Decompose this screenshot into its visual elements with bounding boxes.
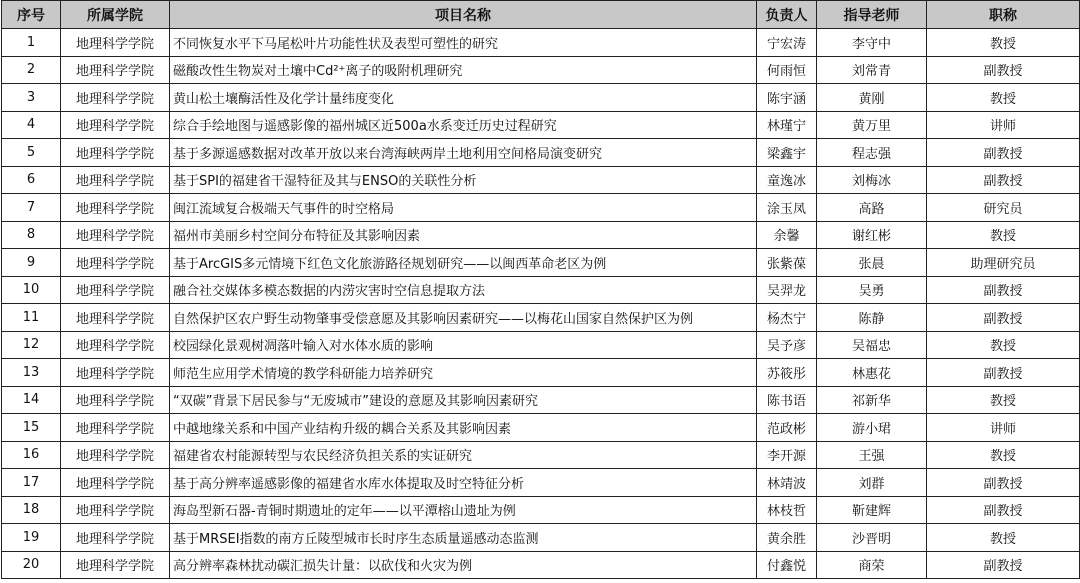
- cell-no: 18: [2, 496, 61, 524]
- cell-title: 助理研究员: [927, 249, 1080, 277]
- cell-project-name: 中越地缘关系和中国产业结构升级的耦合关系及其影响因素: [170, 414, 757, 442]
- cell-college: 地理科学学院: [61, 551, 170, 579]
- table-row: [2, 524, 1080, 552]
- cell-advisor: 刘梅冰: [817, 166, 927, 194]
- cell-project-name: 福建省农村能源转型与农民经济负担关系的实证研究: [170, 441, 757, 469]
- header-college: 所属学院: [61, 1, 170, 29]
- cell-leader: 何雨恒: [757, 56, 817, 84]
- cell-no: 20: [2, 551, 61, 579]
- cell-project-name: 自然保护区农户野生动物肇事受偿意愿及其影响因素研究——以梅花山国家自然保护区为例: [170, 304, 757, 332]
- project-table: [1, 0, 1080, 579]
- table-row: [2, 386, 1080, 414]
- cell-title: 讲师: [927, 111, 1080, 139]
- header-leader: 负责人: [757, 1, 817, 29]
- cell-title: 副教授: [927, 496, 1080, 524]
- table-row: [2, 441, 1080, 469]
- table-row: [2, 331, 1080, 359]
- cell-leader: 林靖波: [757, 469, 817, 497]
- cell-project-name: “双碳”背景下居民参与“无废城市”建设的意愿及其影响因素研究: [170, 386, 757, 414]
- cell-leader: 付鑫悦: [757, 551, 817, 579]
- header-title: 职称: [927, 1, 1080, 29]
- cell-no: 16: [2, 441, 61, 469]
- cell-title: 讲师: [927, 414, 1080, 442]
- cell-title: 副教授: [927, 56, 1080, 84]
- cell-leader: 李开源: [757, 441, 817, 469]
- cell-title: 副教授: [927, 551, 1080, 579]
- cell-title: 副教授: [927, 276, 1080, 304]
- table-row: [2, 29, 1080, 57]
- table-body: [2, 29, 1080, 579]
- cell-college: 地理科学学院: [61, 304, 170, 332]
- cell-no: 8: [2, 221, 61, 249]
- cell-advisor: 张晨: [817, 249, 927, 277]
- cell-college: 地理科学学院: [61, 496, 170, 524]
- cell-title: 副教授: [927, 304, 1080, 332]
- cell-leader: 余馨: [757, 221, 817, 249]
- cell-title: 教授: [927, 221, 1080, 249]
- cell-project-name: 磁酸改性生物炭对土壤中Cd²⁺离子的吸附机理研究: [170, 56, 757, 84]
- table-row: [2, 414, 1080, 442]
- cell-leader: 苏筱彤: [757, 359, 817, 387]
- cell-leader: 吴羿龙: [757, 276, 817, 304]
- cell-leader: 吴予彦: [757, 331, 817, 359]
- cell-no: 11: [2, 304, 61, 332]
- cell-project-name: 校园绿化景观树凋落叶输入对水体水质的影响: [170, 331, 757, 359]
- cell-advisor: 高路: [817, 194, 927, 222]
- cell-project-name: 基于多源遥感数据对改革开放以来台湾海峡两岸土地利用空间格局演变研究: [170, 139, 757, 167]
- cell-title: 研究员: [927, 194, 1080, 222]
- cell-advisor: 沙晋明: [817, 524, 927, 552]
- cell-leader: 陈书语: [757, 386, 817, 414]
- cell-project-name: 不同恢复水平下马尾松叶片功能性状及表型可塑性的研究: [170, 29, 757, 57]
- cell-advisor: 林惠花: [817, 359, 927, 387]
- cell-title: 教授: [927, 84, 1080, 112]
- cell-title: 副教授: [927, 359, 1080, 387]
- cell-no: 6: [2, 166, 61, 194]
- cell-advisor: 刘常青: [817, 56, 927, 84]
- cell-college: 地理科学学院: [61, 524, 170, 552]
- cell-title: 教授: [927, 524, 1080, 552]
- cell-leader: 范政彬: [757, 414, 817, 442]
- cell-title: 教授: [927, 386, 1080, 414]
- cell-college: 地理科学学院: [61, 276, 170, 304]
- table-row: [2, 194, 1080, 222]
- header-advisor: 指导老师: [817, 1, 927, 29]
- header-project-name: 项目名称: [170, 1, 757, 29]
- cell-project-name: 基于SPI的福建省干湿特征及其与ENSO的关联性分析: [170, 166, 757, 194]
- cell-no: 9: [2, 249, 61, 277]
- table-row: [2, 221, 1080, 249]
- table-row: [2, 496, 1080, 524]
- table-row: [2, 249, 1080, 277]
- cell-advisor: 谢红彬: [817, 221, 927, 249]
- cell-college: 地理科学学院: [61, 56, 170, 84]
- table-row: [2, 359, 1080, 387]
- cell-college: 地理科学学院: [61, 414, 170, 442]
- cell-advisor: 黄刚: [817, 84, 927, 112]
- cell-leader: 涂玉凤: [757, 194, 817, 222]
- cell-no: 2: [2, 56, 61, 84]
- cell-project-name: 基于ArcGIS多元情境下红色文化旅游路径规划研究——以闽西革命老区为例: [170, 249, 757, 277]
- table-row: [2, 56, 1080, 84]
- table-row: [2, 111, 1080, 139]
- cell-college: 地理科学学院: [61, 469, 170, 497]
- cell-advisor: 程志强: [817, 139, 927, 167]
- cell-leader: 梁鑫宇: [757, 139, 817, 167]
- cell-leader: 宁宏涛: [757, 29, 817, 57]
- cell-title: 副教授: [927, 166, 1080, 194]
- cell-no: 15: [2, 414, 61, 442]
- cell-title: 副教授: [927, 139, 1080, 167]
- cell-no: 14: [2, 386, 61, 414]
- cell-title: 教授: [927, 441, 1080, 469]
- cell-project-name: 融合社交媒体多模态数据的内涝灾害时空信息提取方法: [170, 276, 757, 304]
- cell-college: 地理科学学院: [61, 194, 170, 222]
- cell-project-name: 海岛型新石器-青铜时期遗址的定年——以平潭榕山遗址为例: [170, 496, 757, 524]
- cell-no: 1: [2, 29, 61, 57]
- cell-college: 地理科学学院: [61, 386, 170, 414]
- table-row: [2, 166, 1080, 194]
- cell-college: 地理科学学院: [61, 359, 170, 387]
- cell-no: 12: [2, 331, 61, 359]
- table-row: [2, 304, 1080, 332]
- cell-title: 教授: [927, 331, 1080, 359]
- cell-college: 地理科学学院: [61, 84, 170, 112]
- table-row: [2, 84, 1080, 112]
- cell-college: 地理科学学院: [61, 139, 170, 167]
- cell-project-name: 综合手绘地图与遥感影像的福州城区近500a水系变迁历史过程研究: [170, 111, 757, 139]
- cell-leader: 杨杰宁: [757, 304, 817, 332]
- cell-leader: 陈宇涵: [757, 84, 817, 112]
- cell-college: 地理科学学院: [61, 166, 170, 194]
- cell-project-name: 福州市美丽乡村空间分布特征及其影响因素: [170, 221, 757, 249]
- cell-leader: 张紫葆: [757, 249, 817, 277]
- cell-advisor: 陈静: [817, 304, 927, 332]
- cell-no: 3: [2, 84, 61, 112]
- cell-college: 地理科学学院: [61, 441, 170, 469]
- table-row: [2, 139, 1080, 167]
- cell-advisor: 靳建辉: [817, 496, 927, 524]
- cell-no: 10: [2, 276, 61, 304]
- cell-no: 5: [2, 139, 61, 167]
- cell-leader: 黄余胜: [757, 524, 817, 552]
- header-no: 序号: [2, 1, 61, 29]
- cell-project-name: 基于MRSEI指数的南方丘陵型城市长时序生态质量遥感动态监测: [170, 524, 757, 552]
- cell-advisor: 吴福忠: [817, 331, 927, 359]
- cell-advisor: 游小珺: [817, 414, 927, 442]
- cell-project-name: 师范生应用学术情境的教学科研能力培养研究: [170, 359, 757, 387]
- cell-advisor: 李守中: [817, 29, 927, 57]
- cell-project-name: 高分辨率森林扰动碳汇损失计量：以砍伐和火灾为例: [170, 551, 757, 579]
- cell-no: 7: [2, 194, 61, 222]
- cell-leader: 童逸冰: [757, 166, 817, 194]
- cell-advisor: 刘群: [817, 469, 927, 497]
- table-row: [2, 469, 1080, 497]
- cell-project-name: 黄山松土壤酶活性及化学计量纬度变化: [170, 84, 757, 112]
- cell-project-name: 闽江流域复合极端天气事件的时空格局: [170, 194, 757, 222]
- cell-advisor: 吴勇: [817, 276, 927, 304]
- cell-no: 4: [2, 111, 61, 139]
- cell-no: 13: [2, 359, 61, 387]
- cell-leader: 林枝哲: [757, 496, 817, 524]
- cell-project-name: 基于高分辨率遥感影像的福建省水库水体提取及时空特征分析: [170, 469, 757, 497]
- cell-advisor: 商荣: [817, 551, 927, 579]
- cell-advisor: 祁新华: [817, 386, 927, 414]
- cell-no: 17: [2, 469, 61, 497]
- header-row: [2, 1, 1080, 29]
- cell-college: 地理科学学院: [61, 29, 170, 57]
- cell-no: 19: [2, 524, 61, 552]
- cell-leader: 林瑾宁: [757, 111, 817, 139]
- cell-advisor: 王强: [817, 441, 927, 469]
- table-row: [2, 276, 1080, 304]
- cell-college: 地理科学学院: [61, 221, 170, 249]
- cell-advisor: 黄万里: [817, 111, 927, 139]
- table-row: [2, 551, 1080, 579]
- cell-title: 副教授: [927, 469, 1080, 497]
- cell-title: 教授: [927, 29, 1080, 57]
- cell-college: 地理科学学院: [61, 331, 170, 359]
- cell-college: 地理科学学院: [61, 249, 170, 277]
- cell-college: 地理科学学院: [61, 111, 170, 139]
